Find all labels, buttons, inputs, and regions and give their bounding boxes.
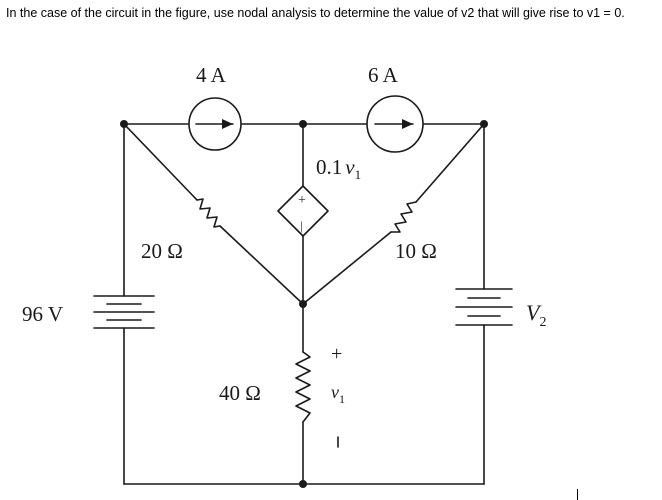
resistor-40-ohm <box>296 352 310 422</box>
wire-diag-right-a <box>416 124 484 202</box>
label-v2: $V_2$ <box>526 300 547 330</box>
label-40-ohm: 40 Ω <box>219 381 261 405</box>
label-dependent-source: 0.1 $v_1$ <box>316 155 362 182</box>
question-text: In the case of the circuit in the figure, use nodal analysis to determine the value of v2 that will give rise to v1 = 0. <box>6 6 625 20</box>
wire-diag-right-b <box>303 232 391 304</box>
arrow-6a-head <box>402 119 413 129</box>
node-center <box>299 300 307 308</box>
label-20-ohm: 20 Ω <box>141 239 183 263</box>
resistor-10-ohm <box>391 202 416 232</box>
node-top-left <box>120 120 128 128</box>
node-top-right <box>480 120 488 128</box>
label-v1: $v_1$ <box>331 382 345 406</box>
arrow-4a-head <box>222 119 233 129</box>
text-cursor <box>577 489 578 500</box>
label-96v: 96 V <box>22 302 64 326</box>
v1-plus-sign: + <box>331 343 343 365</box>
label-4a: 4 A <box>196 63 226 87</box>
dep-plus-sign: + <box>298 193 306 208</box>
label-10-ohm: 10 Ω <box>395 239 437 263</box>
node-top-center <box>299 120 307 128</box>
resistor-20-ohm <box>197 199 220 227</box>
wire-diag-left-a <box>124 124 197 200</box>
node-bottom-center <box>299 480 307 488</box>
label-6a: 6 A <box>368 63 398 87</box>
dep-minus-sign: | <box>300 218 303 233</box>
wire-diag-left-b <box>220 226 303 304</box>
circuit-diagram <box>0 44 662 500</box>
